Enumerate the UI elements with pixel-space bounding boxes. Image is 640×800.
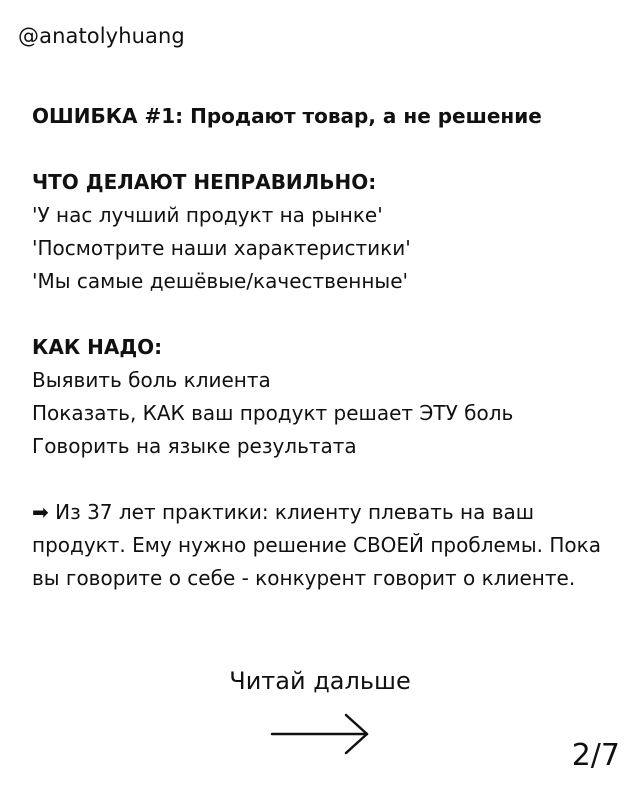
insight-text: Из 37 лет практики: клиенту плевать на ваш продукт. Ему нужно решение СВОЕЙ проблемы. Пока вы говорите о себе - конкурент говорит о клиенте.	[32, 500, 601, 590]
insight-paragraph	[32, 496, 612, 595]
right-line-3: Говорить на языке результата	[32, 434, 357, 458]
wrong-line-2: 'Посмотрите наши характеристики'	[32, 236, 411, 260]
wrong-line-3: 'Мы самые дешёвые/качественные'	[32, 269, 408, 293]
arrow-right-emoji-icon: ➡	[32, 500, 49, 524]
spacer	[32, 133, 622, 166]
author-handle: @anatolyhuang	[18, 24, 185, 48]
wrong-heading: ЧТО ДЕЛАЮТ НЕПРАВИЛЬНО:	[32, 170, 377, 194]
right-heading: КАК НАДО:	[32, 335, 163, 359]
page-indicator: 2/7	[571, 738, 620, 773]
wrong-line-1: 'У нас лучший продукт на рынке'	[32, 203, 383, 227]
spacer	[32, 463, 622, 496]
right-line-2: Показать, КАК ваш продукт решает ЭТУ боль	[32, 401, 514, 425]
slide-title: ОШИБКА #1: Продают товар, а не решение	[32, 104, 542, 128]
slide-content	[32, 100, 622, 595]
read-more-label: Читай дальше	[229, 667, 411, 695]
spacer	[32, 298, 622, 331]
arrow-right-icon	[270, 712, 372, 756]
right-line-1: Выявить боль клиента	[32, 368, 271, 392]
